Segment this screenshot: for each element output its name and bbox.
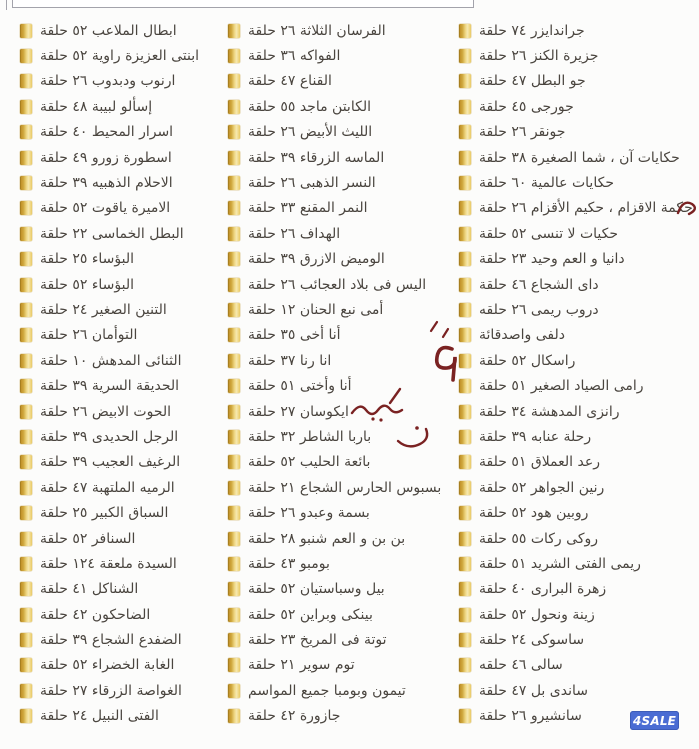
folder-icon bbox=[459, 151, 471, 165]
folder-icon bbox=[459, 125, 471, 139]
folder-icon bbox=[228, 227, 240, 241]
list-item bbox=[459, 43, 693, 68]
list-item bbox=[459, 627, 693, 652]
folder-icon bbox=[228, 709, 240, 723]
4sale-logo-text: 4SALE bbox=[632, 713, 677, 728]
folder-icon bbox=[20, 151, 32, 165]
list-item bbox=[20, 43, 199, 68]
item-label: التوأمان ٢٦ حلقة bbox=[40, 327, 138, 344]
item-label: الهداف ٢٦ حلقة bbox=[248, 225, 341, 242]
item-label: جورجى ٤٥ حلقة bbox=[479, 98, 574, 115]
folder-icon bbox=[20, 684, 32, 698]
list-item bbox=[228, 577, 441, 602]
item-label: القناع ٤٧ حلقة bbox=[248, 73, 332, 90]
list-item bbox=[20, 602, 199, 627]
item-label: البطل الخماسى ٢٢ حلقة bbox=[40, 225, 184, 242]
item-label: الماسه الزرقاء ٣٩ حلقة bbox=[248, 149, 385, 166]
list-item bbox=[459, 551, 693, 576]
folder-icon bbox=[228, 608, 240, 622]
list-item bbox=[20, 221, 199, 246]
item-label: السنافر ٥٢ حلقة bbox=[40, 530, 136, 547]
folder-icon bbox=[20, 405, 32, 419]
item-label: الكابتن ماجد ٥٥ حلقة bbox=[248, 98, 371, 115]
folder-icon bbox=[20, 176, 32, 190]
item-label: الحديقة السرية ٣٩ حلقة bbox=[40, 378, 180, 395]
list-item bbox=[228, 551, 441, 576]
item-label: سانشيرو ٢٦ حلقة bbox=[479, 708, 582, 725]
item-label: رحلة عنابه ٣٩ حلقة bbox=[479, 428, 592, 445]
folder-icon bbox=[228, 201, 240, 215]
item-label: راسكال ٥٢ حلقة bbox=[479, 352, 576, 369]
item-label: الرميه الملتهبة ٤٧ حلقة bbox=[40, 479, 175, 496]
list-item bbox=[459, 69, 693, 94]
folder-icon bbox=[228, 151, 240, 165]
item-label: السباق الكبير ٢٥ حلقة bbox=[40, 505, 169, 522]
item-label: رامى الصياد الصغير ٥١ حلقة bbox=[479, 378, 644, 395]
list-item bbox=[20, 69, 199, 94]
folder-icon bbox=[20, 74, 32, 88]
item-label: الرغيف العجيب ٣٩ حلقة bbox=[40, 454, 181, 471]
item-label: بينكى وبراين ٥٢ حلقة bbox=[248, 606, 373, 623]
folder-icon bbox=[459, 74, 471, 88]
folder-icon bbox=[459, 379, 471, 393]
list-item bbox=[228, 450, 441, 475]
item-label: تيمون وبومبا جميع المواسم bbox=[248, 682, 406, 699]
folder-icon bbox=[228, 278, 240, 292]
item-label: أنا أخى ٣٥ حلقة bbox=[248, 327, 341, 344]
item-label: سالى ٤٦ حلقه bbox=[479, 657, 563, 674]
item-label: رعد العملاق ٥١ حلقة bbox=[479, 454, 600, 471]
folder-icon bbox=[20, 24, 32, 38]
item-label: ايكوسان ٢٧ حلقة bbox=[248, 403, 349, 420]
item-label: توتة فى المريخ ٢٣ حلقة bbox=[248, 632, 387, 649]
item-label: اسطورة زورو ٤٩ حلقة bbox=[40, 149, 172, 166]
item-label: الفواكه ٣٦ حلقة bbox=[248, 48, 341, 65]
folder-icon bbox=[459, 227, 471, 241]
list-item bbox=[459, 247, 693, 272]
list-item bbox=[20, 653, 199, 678]
list-item bbox=[228, 704, 441, 729]
folder-icon bbox=[228, 430, 240, 444]
folder-icon bbox=[20, 658, 32, 672]
folder-icon bbox=[20, 354, 32, 368]
item-label: حكايات عالمية ٦٠ حلقة bbox=[479, 175, 614, 192]
list-item bbox=[20, 297, 199, 322]
folder-icon bbox=[20, 582, 32, 596]
item-label: حكايات آن ، شما الصغيرة ٣٨ حلقة bbox=[479, 149, 680, 166]
list-item bbox=[459, 323, 693, 348]
folder-icon bbox=[228, 658, 240, 672]
folder-icon bbox=[228, 455, 240, 469]
folder-icon bbox=[228, 74, 240, 88]
item-label: بومبو ٤٣ حلقة bbox=[248, 555, 330, 572]
folder-icon bbox=[459, 608, 471, 622]
list-item bbox=[20, 500, 199, 525]
folder-icon bbox=[459, 303, 471, 317]
list-item bbox=[459, 373, 693, 398]
list-item bbox=[20, 424, 199, 449]
folder-icon bbox=[20, 633, 32, 647]
folder-icon bbox=[228, 100, 240, 114]
list-item bbox=[228, 69, 441, 94]
list-item bbox=[459, 653, 693, 678]
folder-icon bbox=[228, 633, 240, 647]
item-label: جزيرة الكنز ٢٦ حلقة bbox=[479, 48, 599, 65]
list-item bbox=[459, 500, 693, 525]
list-item bbox=[20, 145, 199, 170]
item-label: زينة ونحول ٥٢ حلقة bbox=[479, 606, 595, 623]
item-label: بن بن و العم شنبو ٢٨ حلقة bbox=[248, 530, 406, 547]
list-item bbox=[228, 424, 441, 449]
folder-icon bbox=[228, 354, 240, 368]
folder-icon bbox=[459, 328, 471, 342]
item-label: الغابة الخضراء ٥٢ حلقة bbox=[40, 657, 175, 674]
list-item bbox=[228, 297, 441, 322]
item-label: ساسوكى ٢٤ حلقة bbox=[479, 632, 585, 649]
list-item bbox=[20, 399, 199, 424]
list-item bbox=[20, 551, 199, 576]
list-item bbox=[20, 373, 199, 398]
list-item bbox=[228, 373, 441, 398]
folder-icon bbox=[228, 176, 240, 190]
list-item bbox=[20, 247, 199, 272]
list-item bbox=[459, 145, 693, 170]
list-item bbox=[20, 627, 199, 652]
item-label: أمى نبع الحنان ١٢ حلقة bbox=[248, 301, 384, 318]
list-item bbox=[228, 247, 441, 272]
item-label: التنين الصغير ٢٤ حلقة bbox=[40, 301, 167, 318]
list-item bbox=[228, 145, 441, 170]
item-label: رانزى المدهشة ٣٤ حلقة bbox=[479, 403, 620, 420]
list-item bbox=[228, 43, 441, 68]
list-item bbox=[459, 120, 693, 145]
list-item bbox=[459, 94, 693, 119]
folder-icon bbox=[20, 201, 32, 215]
cropped-box-edge bbox=[6, 0, 7, 10]
folder-icon bbox=[20, 303, 32, 317]
folder-icon bbox=[459, 201, 471, 215]
item-label: الفتى النبيل ٢٤ حلقة bbox=[40, 708, 159, 725]
list-item bbox=[20, 475, 199, 500]
list-item bbox=[20, 18, 199, 43]
folder-icon bbox=[20, 278, 32, 292]
list-item bbox=[20, 678, 199, 703]
list-item bbox=[459, 526, 693, 551]
item-label: زهرة البرارى ٤٠ حلقة bbox=[479, 581, 607, 598]
folder-icon bbox=[20, 709, 32, 723]
folder-icon bbox=[20, 252, 32, 266]
item-label: الشناكل ٤١ حلقة bbox=[40, 581, 139, 598]
item-label: ارنوب ودبدوب ٢٦ حلقة bbox=[40, 73, 176, 90]
folder-icon bbox=[228, 379, 240, 393]
list-item bbox=[459, 272, 693, 297]
list-item bbox=[459, 196, 693, 221]
column-left bbox=[20, 18, 199, 729]
folder-icon bbox=[459, 582, 471, 596]
folder-icon bbox=[459, 658, 471, 672]
item-label: الرجل الحديدى ٣٩ حلقة bbox=[40, 428, 179, 445]
list-item bbox=[459, 678, 693, 703]
item-label: الغواصة الزرقاء ٢٧ حلقة bbox=[40, 682, 182, 699]
folder-icon bbox=[459, 100, 471, 114]
item-label: ساندى بل ٤٧ حلقة bbox=[479, 682, 588, 699]
item-label: جو البطل ٤٧ حلقة bbox=[479, 73, 586, 90]
folder-icon bbox=[459, 24, 471, 38]
list-item bbox=[20, 196, 199, 221]
list-item bbox=[228, 500, 441, 525]
list-item bbox=[228, 653, 441, 678]
list-item bbox=[20, 323, 199, 348]
folder-icon bbox=[459, 633, 471, 647]
list-item bbox=[228, 399, 441, 424]
folder-icon bbox=[20, 608, 32, 622]
item-label: الليث الأبيض ٢٦ حلقة bbox=[248, 124, 373, 141]
folder-icon bbox=[459, 176, 471, 190]
list-item bbox=[20, 120, 199, 145]
item-label: بائعة الحليب ٥٢ حلقة bbox=[248, 454, 371, 471]
item-label: جازورة ٤٢ حلقة bbox=[248, 708, 341, 725]
folder-icon bbox=[228, 24, 240, 38]
list-item bbox=[228, 678, 441, 703]
list-item bbox=[459, 399, 693, 424]
folder-icon bbox=[228, 684, 240, 698]
list-item bbox=[228, 18, 441, 43]
item-label: داى الشجاع ٤٦ حلقة bbox=[479, 276, 599, 293]
item-label: ابطال الملاعب ٥٢ حلقة bbox=[40, 22, 177, 39]
folder-icon bbox=[20, 557, 32, 571]
list-item bbox=[228, 272, 441, 297]
list-item bbox=[20, 348, 199, 373]
item-label: دانيا و العم وحيد ٢٣ حلقة bbox=[479, 251, 625, 268]
item-label: روكى ركات ٥٥ حلقة bbox=[479, 530, 599, 547]
list-item bbox=[20, 94, 199, 119]
folder-icon bbox=[20, 100, 32, 114]
folder-icon bbox=[459, 430, 471, 444]
folder-icon bbox=[20, 328, 32, 342]
item-label: الضاحكون ٤٢ حلقة bbox=[40, 606, 151, 623]
column-right bbox=[459, 18, 693, 729]
folder-icon bbox=[228, 582, 240, 596]
list-item bbox=[228, 348, 441, 373]
column-middle bbox=[228, 18, 441, 729]
list-item bbox=[20, 170, 199, 195]
list-item bbox=[20, 272, 199, 297]
list-item bbox=[459, 577, 693, 602]
item-label: الثنائى المدهش ١٠ حلقة bbox=[40, 352, 182, 369]
folder-icon bbox=[459, 455, 471, 469]
item-label: البؤساء ٥٢ حلقة bbox=[40, 276, 135, 293]
folder-icon bbox=[459, 49, 471, 63]
list-item bbox=[228, 196, 441, 221]
item-label: رنين الجواهر ٥٢ حلقة bbox=[479, 479, 605, 496]
item-label: بيل وسباستيان ٥٢ حلقة bbox=[248, 581, 385, 598]
item-label: البؤساء ٢٥ حلقة bbox=[40, 251, 135, 268]
item-label: إسألو لبيبة ٤٨ حلقة bbox=[40, 98, 153, 115]
item-label: اليس فى بلاد العجائب ٢٦ حلقة bbox=[248, 276, 427, 293]
folder-icon bbox=[20, 455, 32, 469]
item-label: جراندايزر ٧٤ حلقة bbox=[479, 22, 585, 39]
item-label: الفرسان الثلاثة ٢٦ حلقة bbox=[248, 22, 386, 39]
folder-icon bbox=[20, 506, 32, 520]
folder-icon bbox=[20, 49, 32, 63]
folder-icon bbox=[228, 303, 240, 317]
list-item bbox=[228, 475, 441, 500]
item-label: ريمى الفتى الشريد ٥١ حلقة bbox=[479, 555, 641, 572]
list-item bbox=[459, 18, 693, 43]
item-label: حكيات لا تنسى ٥٢ حلقة bbox=[479, 225, 619, 242]
folder-icon bbox=[228, 49, 240, 63]
item-label: أنا وأختى ٥١ حلقة bbox=[248, 378, 352, 395]
item-label: اسرار المحيط ٤٠ حلقة bbox=[40, 124, 174, 141]
list-item bbox=[20, 526, 199, 551]
folder-icon bbox=[228, 252, 240, 266]
item-label: انا رنا ٣٧ حلقة bbox=[248, 352, 332, 369]
folder-icon bbox=[459, 557, 471, 571]
list-item bbox=[228, 526, 441, 551]
list-item bbox=[20, 704, 199, 729]
list-item bbox=[20, 450, 199, 475]
folder-icon bbox=[20, 481, 32, 495]
list-item bbox=[228, 221, 441, 246]
list-item bbox=[228, 627, 441, 652]
list-item bbox=[459, 221, 693, 246]
item-label: توم سوير ٢١ حلقة bbox=[248, 657, 355, 674]
folder-icon bbox=[459, 278, 471, 292]
list-item bbox=[459, 450, 693, 475]
folder-icon bbox=[459, 354, 471, 368]
list-item bbox=[459, 424, 693, 449]
item-label: بسمة وعبدو ٢٦ حلقة bbox=[248, 505, 370, 522]
list-item bbox=[459, 170, 693, 195]
list-item bbox=[459, 297, 693, 322]
folder-icon bbox=[228, 481, 240, 495]
item-label: الوميض الازرق ٣٩ حلقة bbox=[248, 251, 385, 268]
item-label: الضفدع الشجاع ٣٩ حلقة bbox=[40, 632, 182, 649]
folder-icon bbox=[459, 481, 471, 495]
folder-icon bbox=[20, 227, 32, 241]
item-label: حكمة الاقزام ، حكيم الأقزام ٢٦ حلقة bbox=[479, 200, 693, 217]
folder-icon bbox=[20, 125, 32, 139]
folder-icon bbox=[228, 532, 240, 546]
list-item bbox=[459, 348, 693, 373]
list-item bbox=[228, 94, 441, 119]
item-label: باربا الشاطر ٣٢ حلقة bbox=[248, 428, 372, 445]
folder-icon bbox=[228, 328, 240, 342]
list-item bbox=[228, 120, 441, 145]
folder-icon bbox=[20, 379, 32, 393]
item-label: روبين هود ٥٢ حلقة bbox=[479, 505, 589, 522]
folder-icon bbox=[20, 430, 32, 444]
folder-icon bbox=[459, 532, 471, 546]
folder-icon bbox=[459, 684, 471, 698]
item-label: الاميرة ياقوت ٥٢ حلقة bbox=[40, 200, 171, 217]
item-label: ابنتى العزيزة راوية ٥٢ حلقة bbox=[40, 48, 200, 65]
folder-icon bbox=[20, 532, 32, 546]
folder-icon bbox=[459, 405, 471, 419]
list-item bbox=[459, 475, 693, 500]
list-item bbox=[459, 602, 693, 627]
item-label: الاحلام الذهبيه ٣٩ حلقة bbox=[40, 175, 173, 192]
folder-icon bbox=[459, 506, 471, 520]
folder-icon bbox=[228, 405, 240, 419]
folder-icon bbox=[228, 557, 240, 571]
list-item bbox=[228, 323, 441, 348]
item-label: دروب ريمى ٢٦ حلقه bbox=[479, 301, 599, 318]
item-label: النسر الذهبى ٢٦ حلقة bbox=[248, 175, 376, 192]
list-item bbox=[228, 170, 441, 195]
list-item bbox=[20, 577, 199, 602]
item-label: بسبوس الحارس الشجاع ٢١ حلقة bbox=[248, 479, 442, 496]
item-label: النمر المقنع ٣٣ حلقة bbox=[248, 200, 368, 217]
item-label: دلفى واصدقائة bbox=[479, 327, 565, 344]
item-label: جونقر ٢٦ حلقة bbox=[479, 124, 566, 141]
folder-icon bbox=[459, 709, 471, 723]
list-item bbox=[228, 602, 441, 627]
item-label: الحوت الابيض ٢٦ حلقة bbox=[40, 403, 172, 420]
folder-icon bbox=[228, 125, 240, 139]
folder-icon bbox=[228, 506, 240, 520]
4sale-watermark-logo bbox=[630, 711, 679, 730]
item-label: السيدة ملعقة ١٢٤ حلقة bbox=[40, 555, 177, 572]
folder-icon bbox=[459, 252, 471, 266]
cropped-box-border bbox=[12, 0, 474, 8]
